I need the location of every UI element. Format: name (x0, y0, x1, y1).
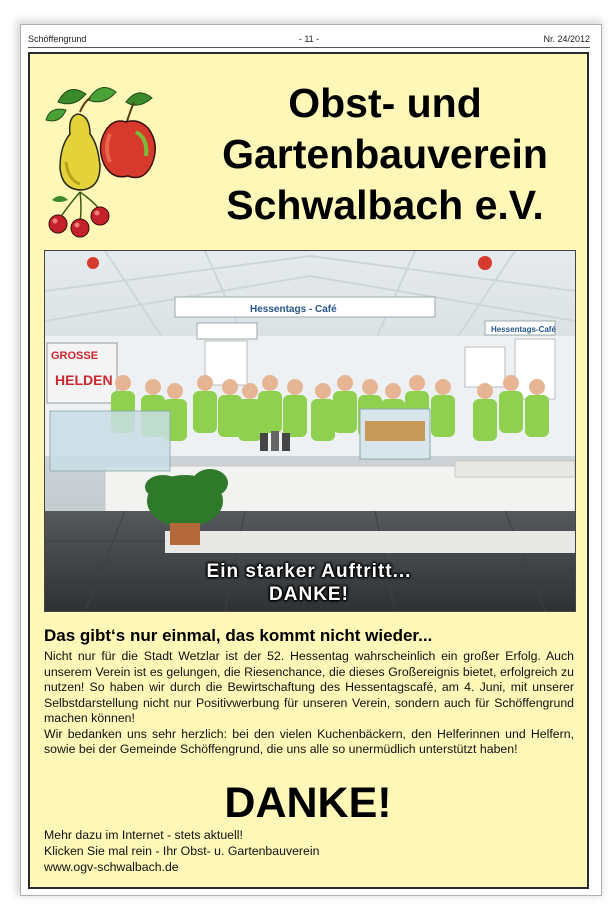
article-headline: Das gibt‘s nur einmal, das kommt nicht wieder... (44, 626, 433, 645)
side-sign-line-2: HELDEN (55, 372, 113, 388)
side-sign-line-1: GROSSE (51, 350, 99, 362)
person-head (337, 375, 353, 391)
person-shirt (431, 395, 455, 437)
article-body (44, 649, 574, 758)
person-shirt (258, 391, 282, 433)
person-shirt (333, 391, 357, 433)
person-head (287, 379, 303, 395)
footer-line-2: Klicken Sie mal rein - Ihr Obst- u. Gartenbauverein (44, 844, 320, 858)
person-head (362, 379, 378, 395)
club-title (200, 78, 570, 231)
title-line-2: Gartenbauverein (222, 131, 548, 177)
person-head (222, 379, 238, 395)
danke-heading: DANKE! (224, 779, 392, 827)
person-head (315, 383, 331, 399)
fruit-pear-apple-cherries-icon (38, 72, 168, 240)
person-shirt (499, 391, 523, 433)
person-head (477, 383, 493, 399)
page-number: - 11 - (298, 34, 320, 44)
person-head (409, 375, 425, 391)
person-head (503, 375, 519, 391)
photo-caption (44, 560, 574, 606)
person-head (197, 375, 213, 391)
person-head (242, 383, 258, 399)
person-shirt (193, 391, 217, 433)
paragraph-1: Nicht nur für die Stadt Wetzlar ist der 52. Hessentag wahrscheinlich ein großer Erfolg. Auch unserem Verein ist es gelungen, die Riesenchance, die dieses Großereignis bietet, erfolgreich zu nutzen! So haben wir durch die Bewirtschaftung des Hessentagscafé, am 4. Juni, mit unserer Selbstdarstellung nicht nur Positivwerbung für unseren Verein, sondern auch für Schöffengrund machen können! (44, 649, 574, 725)
person-shirt (473, 399, 497, 441)
person-head (167, 383, 183, 399)
person-shirt (283, 395, 307, 437)
paragraph-2: Wir bedanken uns sehr herzlich: bei den vielen Kuchenbäckern, den Helferinnen und Helfern, sowie bei der Gemeinde Schöffengrund, die uns alle so unermüdlich unterstützt haben! (44, 726, 574, 756)
title-line-3: Schwalbach e.V. (226, 182, 544, 228)
footer-text (44, 827, 444, 875)
booth-sign: Hessentags-Café (491, 325, 556, 334)
person-shirt (525, 395, 549, 437)
running-head (28, 33, 590, 48)
person-head (262, 375, 278, 391)
title-line-1: Obst- und (288, 80, 482, 126)
caption-line-2: DANKE! (269, 584, 349, 605)
website-link[interactable]: www.ogv-schwalbach.de (44, 860, 179, 874)
banner-sign: Hessentags - Café (250, 304, 337, 315)
person-head (529, 379, 545, 395)
person-shirt (311, 399, 335, 441)
footer-line-1: Mehr dazu im Internet - stets aktuell! (44, 828, 243, 842)
person-head (435, 379, 451, 395)
person-head (385, 383, 401, 399)
caption-line-1: Ein starker Auftritt... (206, 561, 412, 582)
person-head (115, 375, 131, 391)
publication-name: Schöffengrund (28, 34, 87, 44)
issue-number: Nr. 24/2012 (543, 34, 590, 44)
booth-photo (44, 250, 576, 612)
person-head (145, 379, 161, 395)
